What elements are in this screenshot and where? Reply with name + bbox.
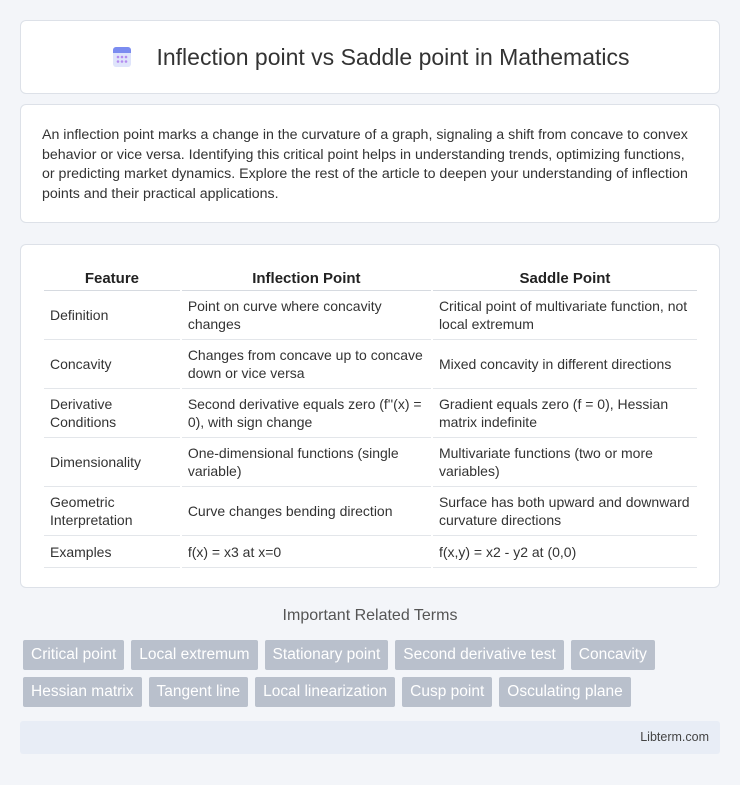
tag-local-linearization[interactable]: Local linearization	[255, 677, 395, 707]
tag-osculating-plane[interactable]: Osculating plane	[499, 677, 630, 707]
table-cell: Curve changes bending direction	[182, 487, 431, 536]
title-card	[20, 20, 720, 94]
table-row	[44, 291, 697, 340]
related-terms-list	[23, 640, 723, 707]
tag-local-extremum[interactable]: Local extremum	[131, 640, 257, 670]
related-terms-title: Important Related Terms	[282, 607, 458, 624]
intro-text: An inflection point marks a change in the curvature of a graph, signaling a shift from concave to convex behavior or vice versa. Identifying this critical point helps in understanding trends, optimizing functions, or predicting market dynamics. Explore the rest of the article to deepen your understanding of inflection points and their practical applications.	[42, 127, 688, 202]
table-cell: Dimensionality	[44, 438, 180, 487]
tag-cusp-point[interactable]: Cusp point	[402, 677, 492, 707]
page-title: Inflection point vs Saddle point in Mathematics	[156, 43, 630, 70]
table-cell: Multivariate functions (two or more variables)	[433, 438, 697, 487]
tag-hessian-matrix[interactable]: Hessian matrix	[23, 677, 142, 707]
table-cell: Second derivative equals zero (f''(x) = 0), with sign change	[182, 389, 431, 438]
intro-card	[20, 104, 720, 223]
tag-concavity[interactable]: Concavity	[571, 640, 655, 670]
comparison-card	[20, 244, 720, 588]
column-header: Saddle Point	[433, 267, 697, 291]
table-cell: Examples	[44, 536, 180, 568]
comparison-table	[42, 267, 699, 568]
table-cell: Definition	[44, 291, 180, 340]
table-cell: Surface has both upward and downward curvature directions	[433, 487, 697, 536]
tag-tangent-line[interactable]: Tangent line	[149, 677, 249, 707]
table-cell: f(x,y) = x2 - y2 at (0,0)	[433, 536, 697, 568]
table-cell: Point on curve where concavity changes	[182, 291, 431, 340]
table-cell: Changes from concave up to concave down or vice versa	[182, 340, 431, 389]
table-cell: Gradient equals zero (f = 0), Hessian matrix indefinite	[433, 389, 697, 438]
table-cell: f(x) = x3 at x=0	[182, 536, 431, 568]
document-icon	[110, 45, 134, 69]
table-row	[44, 536, 697, 568]
footer	[20, 721, 720, 754]
table-row	[44, 487, 697, 536]
table-cell: Concavity	[44, 340, 180, 389]
table-cell: Mixed concavity in different directions	[433, 340, 697, 389]
tag-critical-point[interactable]: Critical point	[23, 640, 124, 670]
table-row	[44, 438, 697, 487]
table-row	[44, 340, 697, 389]
table-cell: Geometric Interpretation	[44, 487, 180, 536]
table-header-row	[44, 267, 697, 291]
table-cell: One-dimensional functions (single variable)	[182, 438, 431, 487]
table-cell: Derivative Conditions	[44, 389, 180, 438]
table-cell: Critical point of multivariate function, not local extremum	[433, 291, 697, 340]
column-header: Feature	[44, 267, 180, 291]
footer-site-link[interactable]: Libterm.com	[640, 730, 709, 744]
table-row	[44, 389, 697, 438]
column-header: Inflection Point	[182, 267, 431, 291]
tag-stationary-point[interactable]: Stationary point	[265, 640, 389, 670]
tag-second-derivative-test[interactable]: Second derivative test	[395, 640, 564, 670]
